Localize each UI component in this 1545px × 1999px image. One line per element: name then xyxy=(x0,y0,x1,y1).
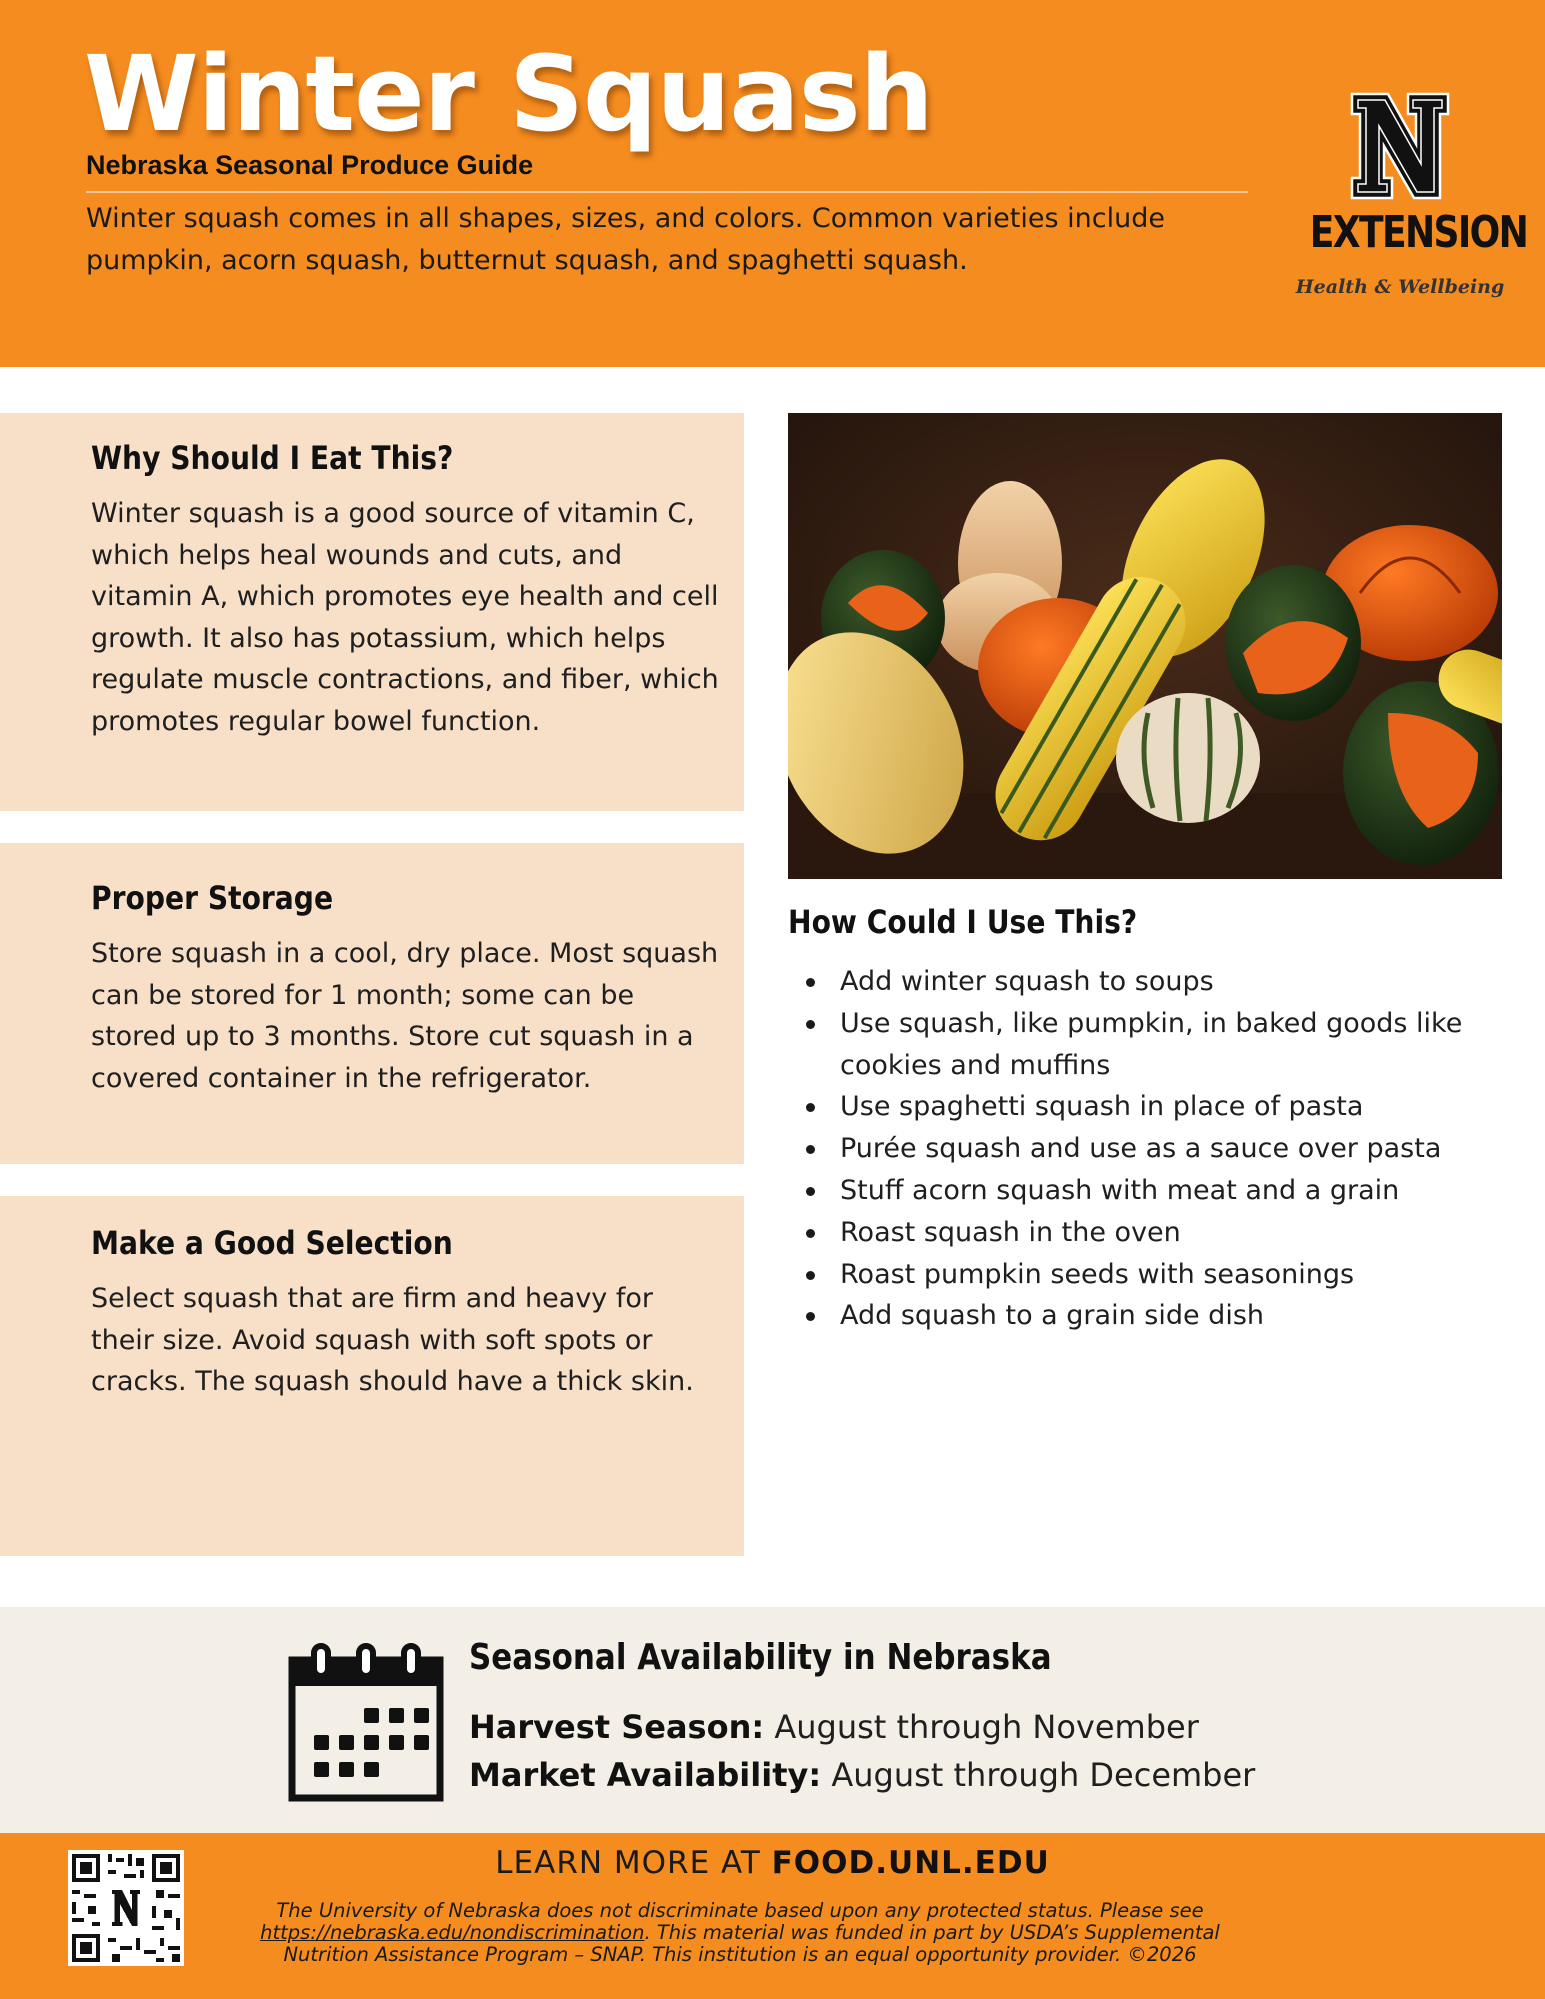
page-header xyxy=(0,0,1545,367)
list-item xyxy=(788,1254,1508,1296)
use-text: Use squash, like pumpkin, in baked goods like cookies and muffins xyxy=(840,1007,1463,1081)
bullet-icon xyxy=(806,1103,815,1112)
why-eat-section xyxy=(0,413,744,811)
use-text: Add winter squash to soups xyxy=(840,966,1214,997)
header-divider xyxy=(86,191,1248,193)
calendar-icon xyxy=(288,1642,444,1802)
use-text: Add squash to a grain side dish xyxy=(840,1300,1264,1332)
storage-body: Store squash in a cool, dry place. Most squash can be stored for 1 month; some can be stored up to 3 months. Store cut squash in a covered container in the refrigerator. xyxy=(91,938,719,1094)
use-text: Roast squash in the oven xyxy=(840,1216,1181,1248)
harvest-season-line xyxy=(469,1708,1199,1746)
unl-n-logo-icon xyxy=(1350,92,1450,200)
learn-more-line xyxy=(0,1845,1545,1881)
selection-heading: Make a Good Selection xyxy=(91,1224,453,1262)
list-item xyxy=(788,1170,1508,1212)
list-item xyxy=(788,1003,1508,1087)
harvest-season-label: Harvest Season: xyxy=(469,1708,765,1746)
why-eat-heading: Why Should I Eat This? xyxy=(91,439,454,477)
learn-more-link[interactable]: FOOD.UNL.EDU xyxy=(771,1845,1050,1881)
bullet-icon xyxy=(806,1187,815,1196)
selection-body: Select squash that are firm and heavy for their size. Avoid squash with soft spots or cracks. The squash should have a thick skin. xyxy=(91,1283,694,1397)
list-item xyxy=(788,1295,1508,1337)
page-footer xyxy=(0,1833,1545,1999)
nondiscrimination-link[interactable]: https://nebraska.edu/nondiscrimination xyxy=(260,1921,645,1944)
bullet-icon xyxy=(806,1020,815,1029)
use-text: Roast pumpkin seeds with seasonings xyxy=(840,1258,1355,1290)
intro-text: Winter squash comes in all shapes, sizes, and colors. Common varieties include pumpkin, acorn squash, butternut squash, and spaghetti squash. xyxy=(86,203,1165,276)
disclaimer-text-1: The University of Nebraska does not discriminate based upon any protected status. Please see xyxy=(276,1899,1204,1922)
selection-section xyxy=(0,1196,744,1556)
bullet-icon xyxy=(806,978,815,987)
market-availability-label: Market Availability: xyxy=(469,1756,822,1794)
page-title: Winter Squash xyxy=(84,33,933,155)
page-subtitle: Nebraska Seasonal Produce Guide xyxy=(86,150,534,180)
bullet-icon xyxy=(806,1229,815,1238)
bullet-icon xyxy=(806,1312,815,1321)
use-text: Stuff acorn squash with meat and a grain xyxy=(840,1174,1400,1206)
list-item xyxy=(788,1128,1508,1170)
market-availability-value: August through December xyxy=(831,1756,1256,1794)
list-item xyxy=(788,961,1508,1003)
extension-logo xyxy=(1290,92,1528,312)
availability-heading: Seasonal Availability in Nebraska xyxy=(469,1637,1052,1678)
use-text: Use spaghetti squash in place of pasta xyxy=(840,1091,1364,1123)
why-eat-body: Winter squash is a good source of vitamin C, which helps heal wounds and cuts, and vitamin A, which promotes eye health and cell growth. It also has potassium, which helps regulate muscle contractions, and fiber, which promotes regular bowel function. xyxy=(91,498,719,737)
nondiscrimination-disclaimer xyxy=(240,1900,1240,1966)
harvest-season-value: August through November xyxy=(774,1708,1199,1746)
availability-section xyxy=(0,1607,1545,1833)
learn-more-prefix: LEARN MORE AT xyxy=(495,1845,761,1881)
uses-heading: How Could I Use This? xyxy=(788,903,1138,941)
squash-photo xyxy=(788,413,1502,879)
disclaimer-text-2: . This material was funded in part by USDA’s Supplemental Nutrition Assistance Program – SNAP. This institution is an equal opportunity provider. ©2026 xyxy=(283,1921,1220,1966)
storage-heading: Proper Storage xyxy=(91,879,334,917)
list-item xyxy=(788,1212,1508,1254)
bullet-icon xyxy=(806,1145,815,1154)
bullet-icon xyxy=(806,1271,815,1280)
storage-section xyxy=(0,843,744,1164)
extension-wordmark: EXTENSION xyxy=(1309,207,1528,258)
logo-tagline: Health & Wellbeing xyxy=(1295,276,1505,298)
uses-list xyxy=(788,961,1508,1337)
use-text: Purée squash and use as a sauce over pasta xyxy=(840,1133,1442,1165)
list-item xyxy=(788,1086,1508,1128)
market-availability-line xyxy=(469,1756,1255,1794)
